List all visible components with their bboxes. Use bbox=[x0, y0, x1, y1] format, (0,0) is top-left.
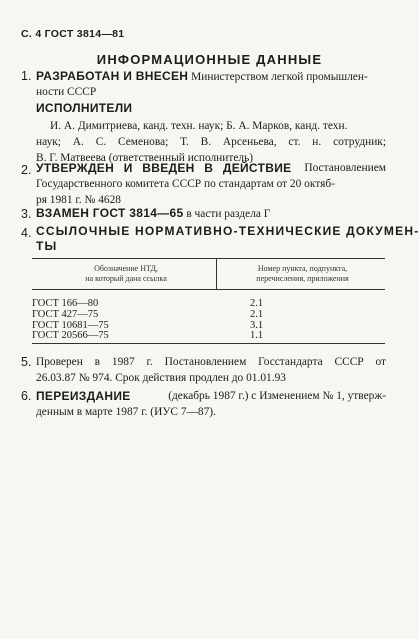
table-cell-clause: 3.1 bbox=[250, 319, 264, 331]
performers-line-1: И. А. Димитриева, канд. техн. наук; Б. А. Марков, канд. техн. bbox=[50, 120, 348, 132]
section-4-line-1: ССЫЛОЧНЫЕ НОРМАТИВНО-ТЕХНИЧЕСКИЕ ДОКУМЕН- bbox=[36, 224, 419, 238]
table-header-clause: Номер пункта, подпункта, перечисления, приложения bbox=[256, 264, 349, 283]
section-3-text: в части раздела Г bbox=[186, 208, 271, 220]
section-2-line-2: Государственного комитета СССР по стандартам от 20 октяб- bbox=[36, 178, 335, 190]
table-cell-doc: ГОСТ 20566—75 bbox=[32, 330, 109, 342]
table-header-row bbox=[32, 258, 385, 291]
section-5-line-1: Проверен в 1987 г. Постановлением Госстандарта СССР от bbox=[36, 356, 386, 368]
table-header-doc: Обозначение НТД, на который дана ссылка bbox=[85, 264, 167, 283]
table-cell-doc: ГОСТ 427—75 bbox=[32, 308, 99, 320]
section-2-lead: УТВЕРЖДЕН И ВВЕДЕН В ДЕЙСТВИЕ bbox=[36, 161, 292, 175]
section-1-line-2: ности СССР bbox=[36, 86, 97, 98]
section-6-number: 6. bbox=[21, 389, 32, 403]
table-row bbox=[32, 291, 385, 310]
reference-table bbox=[32, 258, 385, 342]
section-5-line-2: 26.03.87 № 974. Срок действия продлен до 01.01.93 bbox=[36, 372, 286, 384]
performers-line-3: В. Г. Матвеева (ответственный исполнитель) bbox=[36, 152, 254, 164]
performers-heading: ИСПОЛНИТЕЛИ bbox=[36, 101, 133, 115]
table-cell-doc: ГОСТ 166—80 bbox=[32, 298, 99, 309]
section-2-line-1 bbox=[36, 160, 386, 176]
section-1-lead: РАЗРАБОТАН И ВНЕСЕН bbox=[36, 69, 189, 83]
table-row bbox=[32, 310, 385, 321]
table-bottom-rule bbox=[32, 343, 385, 344]
section-1-number: 1. bbox=[21, 69, 32, 83]
section-5-number: 5. bbox=[21, 355, 32, 369]
section-2-line-3: ря 1981 г. № 4628 bbox=[36, 194, 121, 206]
section-4-line-2: ТЫ bbox=[36, 239, 58, 253]
table-cell-clause: 2.1 bbox=[250, 308, 264, 320]
page-title: ИНФОРМАЦИОННЫЕ ДАННЫЕ bbox=[96, 52, 323, 67]
section-1-line-1 bbox=[36, 68, 368, 85]
section-2-number: 2. bbox=[21, 163, 32, 177]
section-2-text: Постановлением bbox=[304, 162, 386, 174]
section-1-text: Министерством легкой промышлен- bbox=[191, 71, 368, 83]
section-3-number: 3. bbox=[21, 207, 32, 221]
section-6-text: (декабрь 1987 г.) с Изменением № 1, утверж- bbox=[168, 390, 386, 402]
table-cell-doc: ГОСТ 10681—75 bbox=[32, 319, 109, 331]
performers-line-2: наук; А. С. Семенова; Т. В. Арсеньева, ст. н. сотрудник; bbox=[36, 136, 386, 148]
section-4-number: 4. bbox=[21, 226, 32, 240]
section-3-line bbox=[36, 205, 270, 222]
section-3-lead: ВЗАМЕН ГОСТ 3814—65 bbox=[36, 206, 184, 220]
page-header: С. 4 ГОСТ 3814—81 bbox=[21, 28, 125, 40]
section-6-line-2: денным в марте 1987 г. (ИУС 7—87). bbox=[36, 406, 216, 418]
table-row bbox=[32, 331, 385, 342]
section-6-lead: ПЕРЕИЗДАНИЕ bbox=[36, 389, 131, 403]
table-cell-clause: 2.1 bbox=[250, 298, 264, 309]
section-6-line-1 bbox=[36, 388, 386, 404]
table-cell-clause: 1.1 bbox=[250, 330, 264, 342]
